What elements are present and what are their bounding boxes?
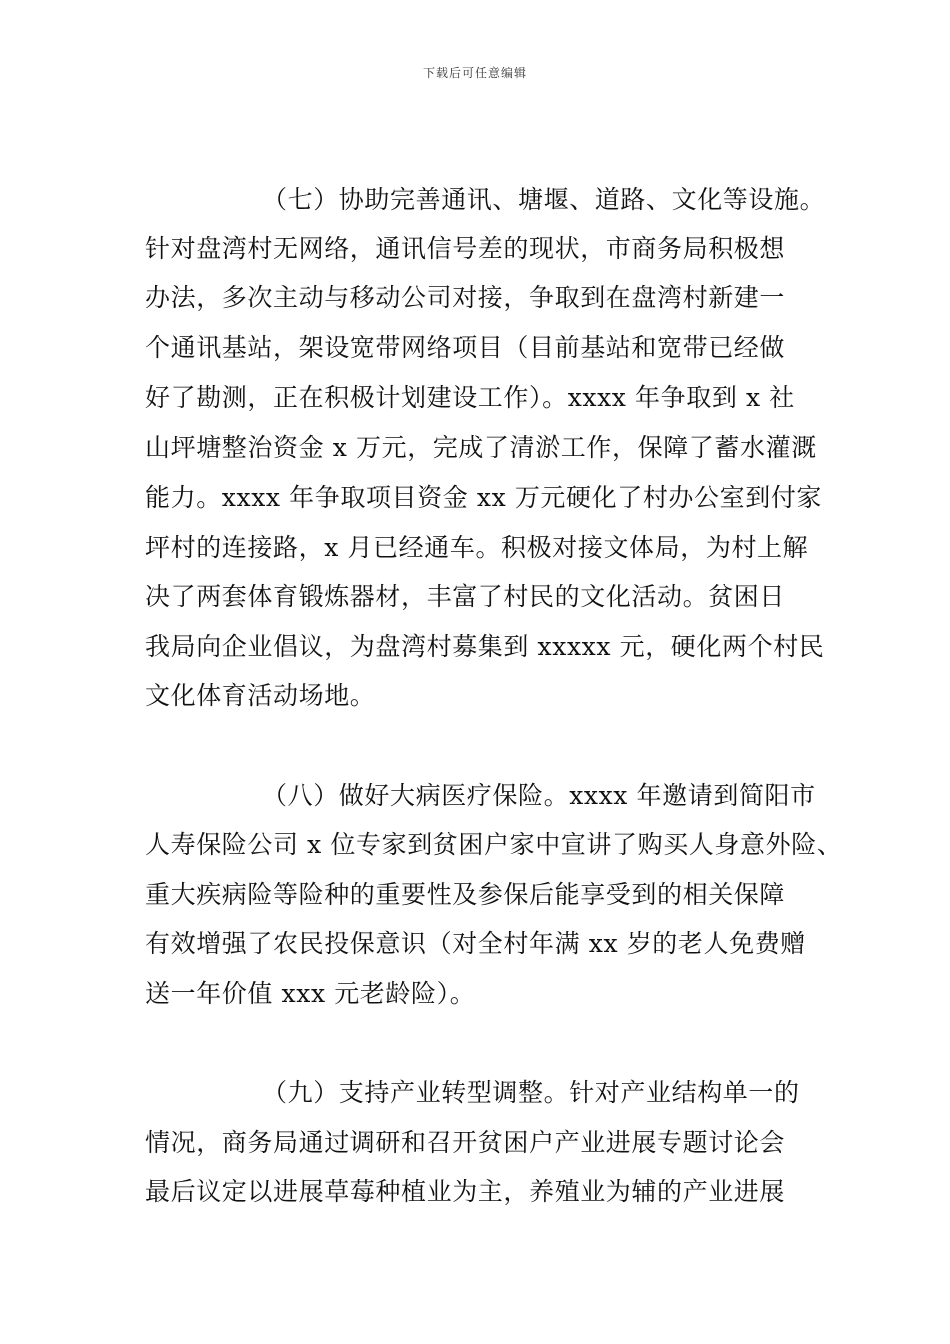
section-7-heading: （七）协助完善通讯、塘堰、道路、文化等设施。 — [262, 185, 826, 214]
text-line: 能力。xxxx 年争取项目资金 xx 万元硬化了村办公室到付家 — [145, 483, 823, 512]
text-line: 重大疾病险等险种的重要性及参保后能享受到的相关保障 — [145, 880, 786, 909]
text-line: 有效增强了农民投保意识（对全村年满 xx 岁的老人免费赠 — [145, 929, 806, 958]
text-line: 办法，多次主动与移动公司对接，争取到在盘湾村新建一 — [145, 283, 786, 312]
text-line: 情况，商务局通过调研和召开贫困户产业进展专题讨论会 — [145, 1128, 786, 1157]
section-9-heading: （九）支持产业转型调整。针对产业结构单一的 — [262, 1078, 800, 1107]
page-header: 下载后可任意编辑 — [422, 66, 527, 80]
section-8-heading: （八）做好大病医疗保险。xxxx 年邀请到简阳市 — [262, 781, 816, 810]
text-line: 决了两套体育锻炼器材，丰富了村民的文化活动。贫困日 — [145, 582, 786, 611]
text-line: 山坪塘整治资金 x 万元，完成了清淤工作，保障了蓄水灌溉 — [145, 433, 817, 462]
text-line: 针对盘湾村无网络，通讯信号差的现状，市商务局积极想 — [145, 234, 786, 263]
text-line: 送一年价值 xxx 元老龄险）。 — [145, 979, 476, 1008]
text-line: 坪村的连接路，x 月已经通车。积极对接文体局，为村上解 — [145, 533, 809, 562]
text-line: 我局向企业倡议，为盘湾村募集到 xxxxx 元，硬化两个村民 — [145, 632, 825, 661]
text-line: 人寿保险公司 x 位专家到贫困户家中宣讲了购买人身意外险、 — [145, 830, 843, 859]
text-line: 个通讯基站，架设宽带网络项目（目前基站和宽带已经做 — [145, 333, 786, 362]
text-line: 好了勘测，正在积极计划建设工作）。xxxx 年争取到 x 社 — [145, 383, 795, 412]
text-line: 文化体育活动场地。 — [145, 681, 376, 710]
text-line: 最后议定以进展草莓种植业为主，养殖业为辅的产业进展 — [145, 1177, 786, 1206]
